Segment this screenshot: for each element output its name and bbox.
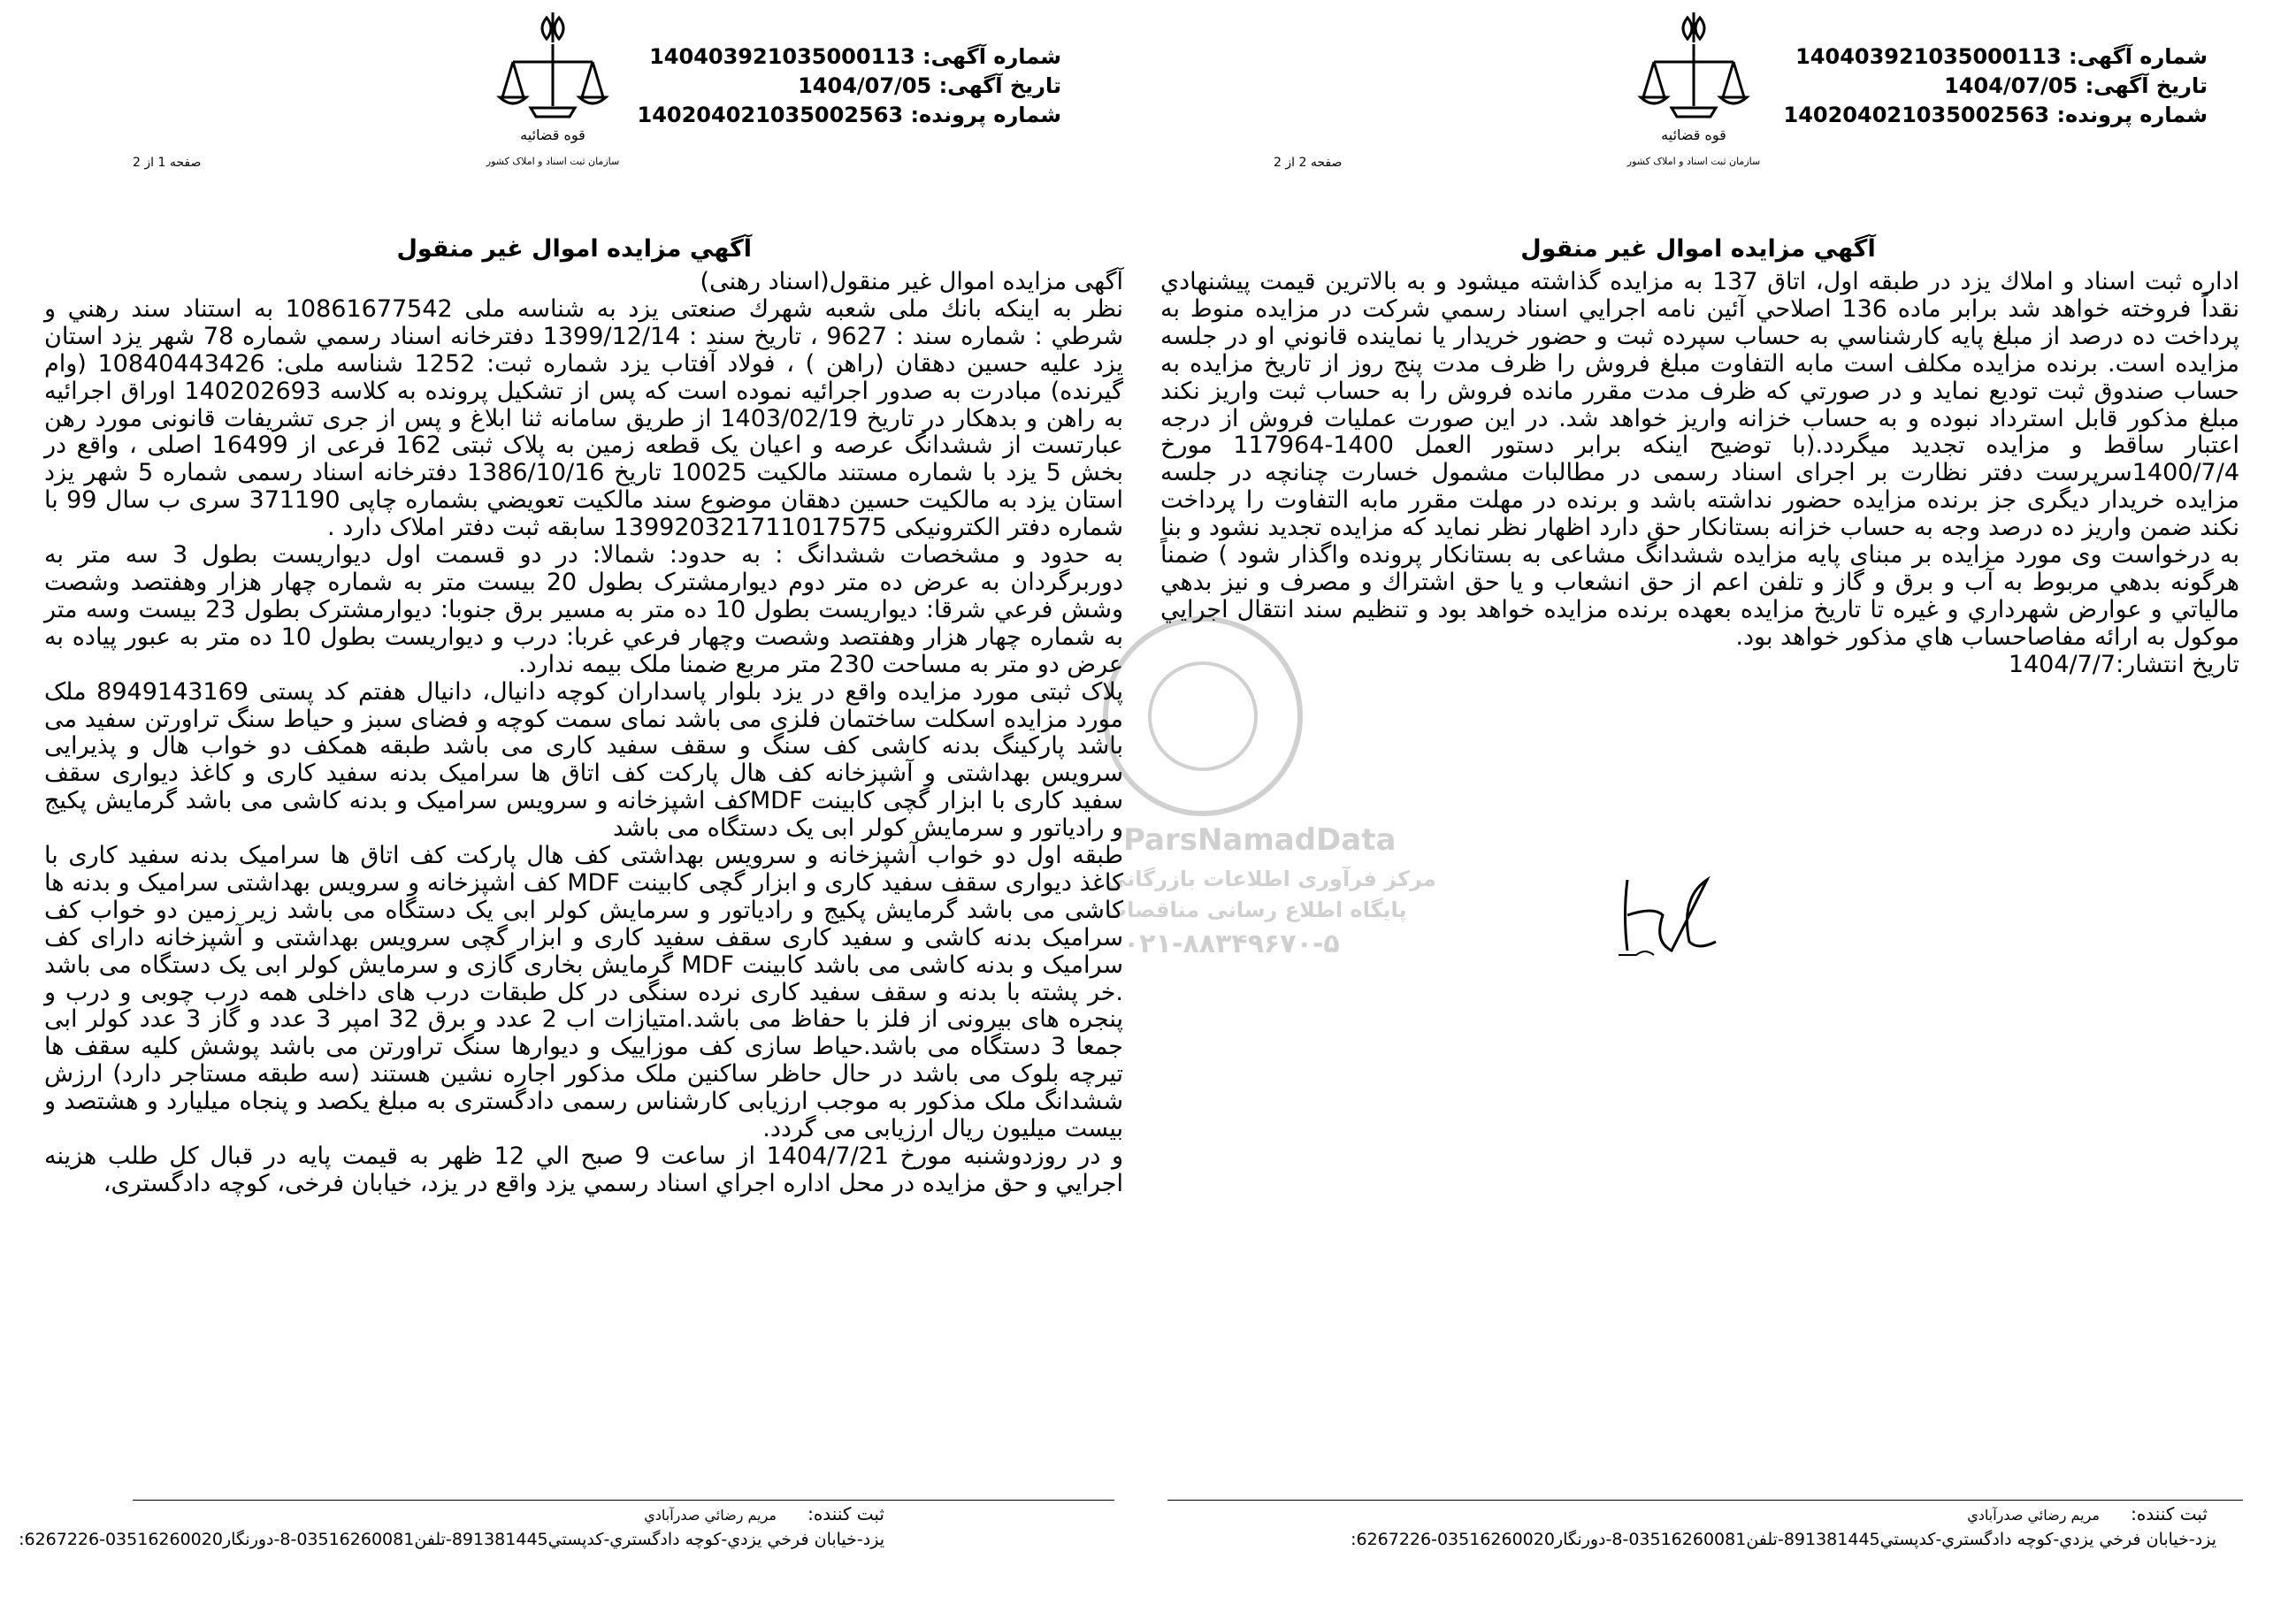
ad-date-label: تاریخ آگهی:	[2085, 73, 2208, 98]
case-number-label: شماره پرونده:	[910, 103, 1061, 127]
svg-text:قوه قضائیه: قوه قضائیه	[520, 126, 585, 143]
watermark-brand: ParsNamadData	[1123, 822, 1397, 858]
svg-text:سازمان ثبت اسناد و املاک کشور: سازمان ثبت اسناد و املاک کشور	[486, 156, 620, 167]
registrar	[1967, 1503, 2208, 1524]
notice-title: آگهي مزايده اموال غير منقول	[1520, 235, 1876, 263]
paragraph: اداره ثبت اسناد و املاك یزد در طبقه اول، اتاق 137 به مزایده گذاشته میشود و به بالاترین قیمت پیشنهادي نقداً فروخته خواهد شد برابر ماده 136 اصلاحي آئین نامه اجرایي اسناد رسمي شركت در مزایده منوط به پرداخت ده درصد از مبلغ پایه كارشناسي به حساب سپرده ثبت و حضور خریدار یا نماینده قانوني او در جلسه مزایده است. برنده مزایده مكلف است مابه التفاوت مبلغ فروش را ظرف مدت پنج روز از تاریخ مزایده به حساب صندوق ثبت تودیع نماید و در صورتي كه ظرف مدت مقرر مانده فروش را به حساب ثبت واریز نكند مبلغ مذكور قابل استرداد نبوده و به حساب خزانه واریز خواهد شد. در این صورت عملیات فروش از درجه اعتبار ساقط و مزایده تجدید میگردد.(با توضیح اینکه برابر دستور العمل 1400-117964 مورخ 1400/7/4سرپرست دفتر نظارت بر اجرای اسناد رسمی در مطالبات مشمول خسارت چنانچه در جلسه مزایده خریدار دیگری جز برنده مزایده حضور نداشته باشد و برنده در مهلت مقرر مابه التفاوت را پرداخت نکند ضمن واریز ده درصد وجه به حساب خزانه بستانکار حق دارد اظهار نظر نماید که مزایده تجدید نشود و بنا به درخواست وی مورد مزایده بر مبنای پایه مزایده ششدانگ مشاعی به بستانکار پرونده واگذار شود ) ضمناً هرگونه بدهي مربوط به آب و برق و گاز و تلفن اعم از حق انشعاب و يا حق اشتراك و مصرف و نيز بدهي مالياتي و عوارض شهرداري و غيره تا تاريخ مزايده بعهده برنده مزايده خواهد بود و تنظيم سند انتقال اجرايي موكول به ارائه مفاصاحساب هاي مذكور خواهد بود.	[1160, 268, 2240, 651]
case-number-label: شماره پرونده:	[2056, 103, 2208, 127]
page-number: صفحه 1 از 2	[133, 156, 202, 170]
paragraph: آگهی مزایده اموال غیر منقول(اسناد رهنی)	[700, 268, 1123, 295]
svg-text:سازمان ثبت اسناد و املاک کشور: سازمان ثبت اسناد و املاک کشور	[1626, 156, 1761, 167]
ad-meta	[1784, 42, 2208, 130]
paragraph: به حدود و مشخصات ششدانگ : به حدود: شمالا: در دو قسمت اول دیواریست بطول 3 سه متر به دوربرگردان به عرض ده متر دوم دیوارمشترک بطول 20 بیست متر به شماره چهار هزار وهفتصد وشصت وشش فرعي شرقا: دیواریست بطول 10 ده متر به مسیر برق جنوبا: دیوارمشترک بطول 23 بیست وسه متر به شماره چهار هزار وهفتصد وشصت وچهار فرعي غربا: درب و دیواریست بطول 10 ده متر به عبور پیاده به عرض دو متر به مساحت 230 متر مربع ضمنا ملک بیمه ندارد.	[44, 541, 1123, 678]
registrar-name: مریم رضائي صدرآبادي	[644, 1507, 777, 1524]
paragraph: و در روزدوشنبه مورخ 1404/7/21 از ساعت 9 صبح الي 12 ظهر به قیمت پایه در قبال کل طلب هزینه اجرایي و حق مزایده در محل اداره اجراي اسناد رسمي یزد واقع در یزد، خیابان فرخی، کوچه دادگستری،	[44, 1142, 1123, 1197]
registrar-label: ثبت کننده:	[807, 1503, 884, 1524]
footer-divider	[1167, 1500, 2243, 1501]
ad-number: 140403921035000113	[649, 44, 915, 69]
registrar-label: ثبت کننده:	[2131, 1503, 2208, 1524]
watermark-line-1: مرکز فرآوری اطلاعات بازرگانی	[1106, 867, 1436, 891]
judiciary-emblem-icon	[486, 9, 620, 177]
ad-date: 1404/07/05	[1944, 73, 2078, 98]
ad-date-label: تاریخ آگهی:	[938, 73, 1061, 98]
registrar	[644, 1503, 884, 1524]
ad-number-label: شماره آگهی:	[922, 44, 1061, 69]
notice-body	[44, 269, 1123, 1198]
watermark-emblem-icon	[1070, 610, 1371, 982]
ad-number: 140403921035000113	[1795, 44, 2062, 69]
paragraph: طبقه اول دو خواب آشپزخانه و سرویس بهداشتی کف هال پارکت کف اتاق ها سرامیک بدنه سفید کاری با کاغذ دیواری سقف سفید کاری و ابزار گچی کابینت MDF کف اشپزخانه و سرویس بهداشتی سرامیک و بدنه ها کاشی می باشد گرمایش پکیج و رادیاتور و سرمایش کولر ابی یک دستگاه می باشد زیر زمین دو خواب کف سرامیک بدنه کاشی و سفید کاری سقف سفید کاری و ابزار گچی سرویس بهداشتی و آشپزخانه دارای کف سرامیک و بدنه کاشی می باشد کابینت MDF گرمایش بخاری گازی و سرمایش کولر ابی یک دستگاه می باشد .خر پشته با بدنه و سقف سفید کاری نرده سنگی در کل طبقات درب های داخلی همه درب چوبی و درب و پنجره های بیرونی از فلز با حفاظ می باشد.امتیازات اب 2 عدد و برق 32 امپر 3 عدد و گاز 3 عدد کولر ابی جمعا 3 دستگاه می باشد.حیاط سازی کف موزاییک و دیوارها سنگ تراورتن می باشد پوشش کلیه سقف ها تیرچه بلوک می باشد در حال حاظر ساکنین ملک مذکور اجاره نشین هستند (سه طبقه مستاجر دارد) ارزش ششدانگ ملک مذکور به موجب ارزیابی کارشناس رسمی دادگستری به مبلغ یکصد و پنجاه میلیارد و هشتصد و بیست میلیون ریال ارزیابی می گردد.	[44, 842, 1123, 1143]
footer-address: یزد-خیابان فرخي یزدي-کوچه دادگستري-کدپستي891381445-تلفن03516260081-8-دورنگار03516260020-6267226:	[19, 1530, 884, 1549]
notice-title: آگهي مزايده اموال غير منقول	[396, 235, 752, 263]
svg-text:قوه قضائیه: قوه قضائیه	[1661, 126, 1726, 143]
watermark-line-2: پایگاه اطلاع رسانی مناقصات	[1106, 898, 1407, 922]
ad-meta	[638, 42, 1062, 130]
case-number: 140204021035002563	[1783, 103, 2050, 127]
paragraph: پلاک ثبتی مورد مزایده واقع در یزد بلوار پاسداران کوچه دانیال، دانیال هفتم کد پستی 8949143169 ملک مورد مزایده اسکلت ساختمان فلزی می باشد نمای سمت کوچه و فضای سبز و حیاط سنگ تراورتن سفید می باشد پارکینگ بدنه کاشی کف سنگ و سقف سفید کاری می باشد طبقه همکف دو خواب هال و پذیرایی سرویس بهداشتی و آشپزخانه کف هال پارکت کف اتاق ها سرامیک بدنه سفید کاری و کاغذ دیواری سقف سفید کاری با ابزار گچی کابینت MDFکف اشپزخانه و سرویس سرامیک و بدنه کاشی می باشد گرمایش پکیج و رادیاتور و سرمایش کولر ابی یک دستگاه می باشد	[44, 677, 1123, 843]
watermark-phone: ۰۲۱-۸۸۳۴۹۶۷۰-۵	[1123, 928, 1340, 959]
judiciary-emblem-icon	[1626, 9, 1761, 177]
paragraph: نظر به اینکه بانك ملی شعبه شهرك صنعتی یزد به شناسه ملی 10861677542 به استناد سند رهني و شرطي : شماره سند : 9627 ، تاریخ سند : 1399/12/14 دفترخانه اسناد رسمي شماره 78 شهر یزد استان یزد علیه حسین دهقان (راهن ) ، فولاد آفتاب یزد شماره ثبت: 1252 شناسه ملی: 10840443426 (وام گیرنده) مبادرت به صدور اجرائیه نموده است كه پس از تشكیل پرونده به كلاسه 140202693 اوراق اجرائیه به راهن و بدهکار در تاریخ 1403/02/19 از طریق سامانه ثنا ابلاغ و پس از جری تشریفات قانونی مورد رهن عبارتست از ششدانگ عرصه و اعیان یک قطعه زمین به پلاک ثبتی 162 فرعی از 16499 اصلی ، واقع در بخش 5 یزد با شماره مستند مالکیت 10025 تاریخ 1386/10/16 دفترخانه اسناد رسمی شماره 5 شهر یزد استان یزد به مالکیت حسین دهقان موضوع سند مالکیت تعویضي بشماره چاپی 371190 سری ب سال 99 با شماره دفتر الکترونیکی 139920321711017575 سابقه ثبت دفتر املاک دارد .	[44, 294, 1124, 542]
watermark-stamp	[1070, 610, 1436, 982]
publish-date: تاریخ انتشار:1404/7/7	[2008, 650, 2239, 678]
footer-address: یزد-خیابان فرخي یزدي-کوچه دادگستري-کدپستي891381445-تلفن03516260081-8-دورنگار03516260020-6267226:	[1351, 1530, 2216, 1549]
ad-number-label: شماره آگهی:	[2069, 44, 2208, 69]
registrar-name: مریم رضائي صدرآبادي	[1967, 1507, 2100, 1524]
case-number: 140204021035002563	[637, 103, 904, 127]
page-number: صفحه 2 از 2	[1274, 156, 1343, 170]
signature-icon	[1601, 862, 1725, 968]
footer-divider	[133, 1500, 1114, 1501]
ad-date: 1404/07/05	[798, 73, 932, 98]
